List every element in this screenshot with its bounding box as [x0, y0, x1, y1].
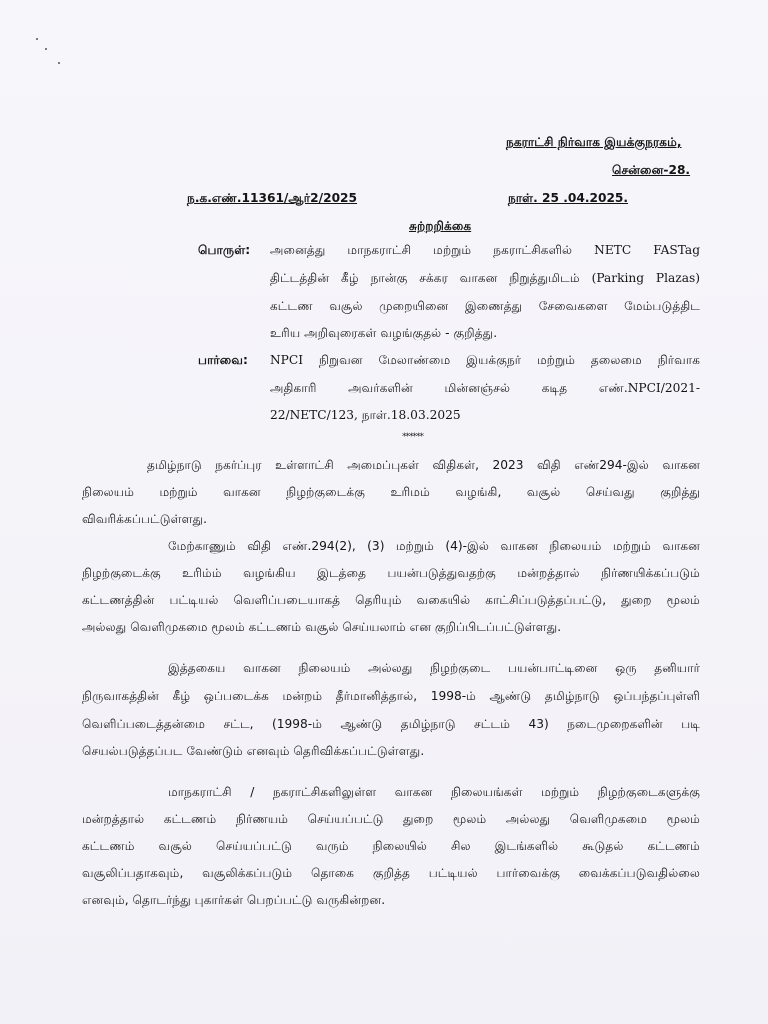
reference-label: பார்வை:: [198, 353, 248, 367]
reference-line: அதிகாரி அவர்களின் மின்னஞ்சல் கடித எண்.NPCI/2021-: [270, 381, 700, 395]
reference-line: 22/NETC/123, நாள்.18.03.2025: [270, 408, 461, 422]
reference-line: NPCI நிறுவன மேலாண்மை இயக்குநர் மற்றும் தலைமை நிர்வாக: [270, 353, 700, 367]
paragraph-line: நிருவாகத்தின் கீழ் ஒப்படைக்க மன்றம் தீர்மானித்தால், 1998-ம் ஆண்டு தமிழ்நாடு ஒப்பந்தப்புள்ளி: [82, 689, 700, 703]
paragraph-line: மன்றத்தால் கட்டணம் நிர்ணயம் செய்யப்பட்டு துறை மூலம் அல்லது வெளிமுகமை மூலம்: [82, 812, 700, 826]
paragraph-line: நிலையம் மற்றும் வாகன நிழற்குடைக்கு உரிமம் வழங்கி, வசூல் செய்வது குறித்து: [82, 485, 700, 499]
subject-line: அனைத்து மாநகராட்சி மற்றும் நகராட்சிகளில் NETC FASTag: [270, 243, 700, 257]
separator: ******: [402, 432, 423, 442]
scan-speck: [36, 38, 38, 40]
paragraph-line: செயல்படுத்தப்பட வேண்டும் எனவும் தெரிவிக்கப்பட்டுள்ளது.: [82, 744, 425, 758]
office-name: நகராட்சி நிர்வாக இயக்குநரகம்,: [506, 135, 682, 149]
subject-line: திட்டத்தின் கீழ் நான்கு சக்கர வாகன நிறுத்துமிடம் (Parking Plazas): [270, 271, 700, 285]
paragraph-line: கட்டணத்தின் பட்டியல் வெளிப்படையாகத் தெரியும் வகையில் காட்சிப்படுத்தப்பட்டு, துறை மூலம்: [82, 593, 700, 607]
paragraph-line: எனவும், தொடர்ந்து புகார்கள் பெறப்பட்டு வருகின்றன.: [82, 893, 386, 907]
reference-number: ந.க.எண்.11361/ஆர்2/2025: [187, 191, 358, 205]
paragraph-line: மேற்காணும் விதி எண்.294(2), (3) மற்றும் (4)-இல் வாகன நிலையம் மற்றும் வாகன: [168, 539, 700, 553]
paragraph-line: இத்தகைய வாகன நிலையம் அல்லது நிழற்குடை பயன்பாட்டினை ஒரு தனியார்: [168, 661, 700, 675]
office-city: சென்னை-28.: [612, 163, 691, 177]
paragraph-line: மாநகராட்சி / நகராட்சிகளிலுள்ள வாகன நிலையங்கள் மற்றும் நிழற்குடைகளுக்கு: [168, 785, 700, 799]
paragraph-line: அல்லது வெளிமுகமை மூலம் கட்டணம் வசூல் செய்யலாம் என குறிப்பிடப்பட்டுள்ளது.: [82, 620, 562, 634]
paragraph-line: நிழற்குடைக்கு உரிம்ம் வழங்கிய இடத்தை பயன்படுத்துவதற்கு மன்றத்தால் நிர்ணயிக்கப்படும்: [82, 566, 700, 580]
subject-line: உரிய அறிவுரைகள் வழங்குதல் - குறித்து.: [270, 326, 498, 340]
paragraph-line: தமிழ்நாடு நகர்ப்புர உள்ளாட்சி அமைப்புகள் விதிகள், 2023 விதி எண்294-இல் வாகன: [147, 458, 700, 472]
paragraph-line: வசூலிப்பதாகவும், வசூலிக்கப்படும் தொகை குறித்த பட்டியல் பார்வைக்கு வைக்கப்படுவதில்லை: [82, 866, 700, 880]
scan-speck: [45, 48, 47, 50]
letter-date: நாள். 25 .04.2025.: [508, 191, 629, 205]
paragraph-line: வெளிப்படைத்தன்மை சட்ட, (1998-ம் ஆண்டு தமிழ்நாடு சட்டம் 43) நடைமுறைகளின் படி: [82, 717, 700, 731]
paragraph-line: விவரிக்கப்பட்டுள்ளது.: [82, 512, 208, 526]
scan-speck: [58, 62, 60, 64]
subject-label: பொருள்:: [198, 243, 251, 257]
document-title: சுற்றறிக்கை: [409, 219, 472, 233]
paragraph-line: கட்டணம் வசூல் செய்யப்பட்டு வரும் நிலையில் சில இடங்களில் கூடுதல் கட்டணம்: [82, 839, 700, 853]
subject-line: கட்டண வசூல் முறையினை இணைத்து சேவைகளை மேம்படுத்திட: [270, 299, 700, 313]
